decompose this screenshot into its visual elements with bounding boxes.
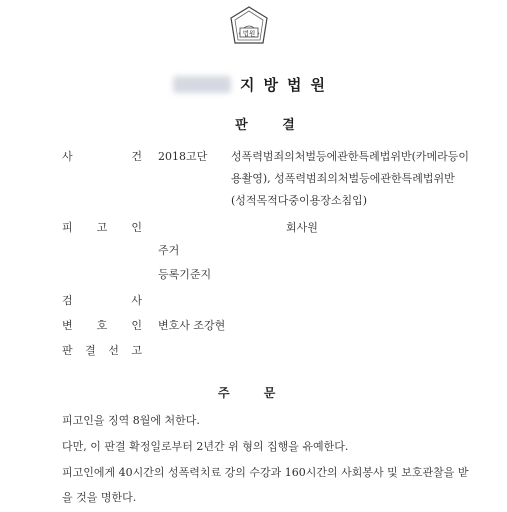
defense-label bbox=[62, 317, 142, 333]
ruling-line: 피고인을 징역 8월에 처한다. bbox=[62, 414, 200, 427]
defendant-label bbox=[62, 219, 142, 235]
sentencing-label-char: 판 bbox=[62, 344, 73, 357]
charge-line: (성적목적다중이용장소침입) bbox=[231, 194, 368, 207]
sentencing-label-char: 선 bbox=[108, 344, 119, 357]
prosecutor-label-char: 검 bbox=[62, 294, 73, 307]
case-label bbox=[62, 148, 142, 164]
sentencing-label-char: 결 bbox=[85, 344, 96, 357]
court-header bbox=[0, 74, 507, 96]
ruling-line: 피고인에게 40시간의 성폭력치료 강의 수강과 160시간의 사회봉사 및 보호관찰을 받 bbox=[62, 466, 469, 479]
defense-counsel: 변호사 조강현 bbox=[158, 319, 226, 332]
defendant-label-char: 고 bbox=[96, 221, 108, 234]
defense-label-char: 인 bbox=[131, 319, 142, 332]
case-label-char: 사 bbox=[62, 150, 73, 163]
case-number: 2018고단 bbox=[158, 150, 208, 163]
document-title: 판 결 bbox=[235, 118, 295, 133]
seal-text: 법원 bbox=[242, 29, 256, 38]
defendant-label-char: 인 bbox=[131, 221, 142, 234]
court-name-redaction bbox=[173, 76, 231, 93]
court-seal bbox=[229, 6, 269, 46]
charge-line: 성폭력범죄의처벌등에관한특례법위반(카메라등이 bbox=[231, 150, 470, 163]
sentencing-label bbox=[62, 342, 142, 358]
registry-label: 등록기준지 bbox=[158, 268, 212, 281]
prosecutor-label bbox=[62, 292, 142, 308]
ruling-line: 을 것을 명한다. bbox=[62, 491, 137, 504]
sentencing-label-char: 고 bbox=[131, 344, 142, 357]
ruling-line: 다만, 이 판결 확정일로부터 2년간 위 형의 집행을 유예한다. bbox=[62, 440, 349, 453]
court-name: 지방법원 bbox=[240, 76, 334, 94]
ruling-title: 주 문 bbox=[218, 386, 276, 400]
case-label-char: 건 bbox=[131, 150, 142, 163]
prosecutor-label-char: 사 bbox=[131, 294, 142, 307]
defendant-occupation: 회사원 bbox=[286, 221, 318, 234]
defendant-label-char: 피 bbox=[62, 221, 73, 234]
court-seal-icon bbox=[229, 6, 269, 46]
defense-label-char: 호 bbox=[96, 319, 108, 332]
defense-label-char: 변 bbox=[62, 319, 73, 332]
charge-line: 용촬영), 성폭력범죄의처벌등에관한특례법위반 bbox=[231, 172, 455, 185]
address-label: 주거 bbox=[158, 244, 180, 257]
